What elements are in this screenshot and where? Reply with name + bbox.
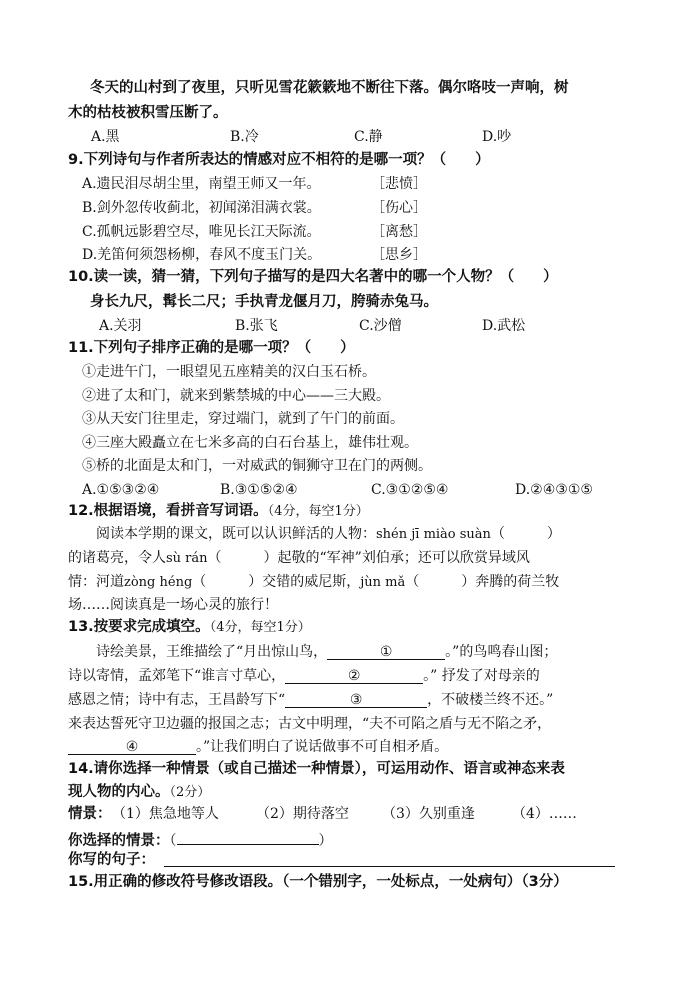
q11-option-b[interactable]: B.③①⑤②④ bbox=[220, 482, 298, 498]
q9-tag-c: ［离愁］ bbox=[371, 224, 427, 240]
q8-option-c[interactable]: C.静 bbox=[354, 129, 383, 145]
q8-passage-line-1: 冬天的山村到了夜里，只听见雪花簌簌地不断往下落。偶尔咯吱一声响，树 bbox=[90, 79, 569, 96]
q14-score: （2分） bbox=[169, 785, 211, 800]
q14-title-line-2-row bbox=[68, 783, 210, 802]
q12-heading bbox=[68, 502, 369, 521]
q11-title: 11.下列句子排序正确的是哪一项？（ ） bbox=[68, 340, 355, 356]
q14-scene-2[interactable]: （2）期待落空 bbox=[256, 806, 349, 822]
q12-answer-box-1[interactable]: （ ） bbox=[490, 526, 561, 542]
q13-blank-2[interactable]: ② bbox=[285, 667, 423, 684]
q10-title: 10.读一读，猜一猜，下列句子描写的是四大名著中的哪一个人物？（ ） bbox=[68, 269, 558, 285]
q12-score: （4分，每空1分） bbox=[267, 504, 369, 519]
q9-tag-a: ［悲愤］ bbox=[371, 176, 427, 192]
q13-text-2b: 。” 抒发了对母亲的 bbox=[423, 668, 540, 684]
q14-scene-3[interactable]: （3）久别重逢 bbox=[382, 806, 475, 822]
q14-title-line-1: 14.请你选择一种情景（或自己描述一种情景），可运用动作、语言或神态来表 bbox=[68, 761, 565, 777]
q13-text-3a: 感恩之情；诗中有志，王昌龄写下“ bbox=[68, 692, 286, 708]
q11-option-d[interactable]: D.②④③①⑤ bbox=[515, 482, 593, 498]
q9-item-c[interactable]: C.孤帆远影碧空尽，唯见长江天际流。 bbox=[82, 224, 321, 240]
q11-item-4: ④三座大殿矗立在七米多高的白石台基上，雄伟壮观。 bbox=[82, 435, 418, 451]
q13-blank-3[interactable]: ③ bbox=[285, 691, 427, 708]
q12-text-2b: 起敬的“军神”刘伯承；还可以欣赏异域风 bbox=[277, 550, 530, 566]
q12-answer-box-2[interactable]: （ ） bbox=[207, 550, 278, 566]
q13-line-5 bbox=[68, 738, 448, 756]
q11-item-5: ⑤桥的北面是太和门，一对威武的铜狮守卫在门的两侧。 bbox=[82, 458, 432, 474]
q12-text-2a: 的诸葛亮，令人 bbox=[68, 550, 166, 566]
q8-option-a[interactable]: A.黑 bbox=[91, 129, 120, 145]
q11-option-a[interactable]: A.①⑤③②④ bbox=[82, 482, 160, 498]
q13-text-5b: 。”让我们明白了说话做事不可自相矛盾。 bbox=[196, 739, 449, 755]
q13-text-2a: 诗以寄情，孟郊笔下“谁言寸草心， bbox=[68, 668, 286, 684]
q12-pinyin-2: sù rán bbox=[166, 551, 208, 566]
q9-item-d[interactable]: D.羌笛何须怨杨柳，春风不度玉门关。 bbox=[82, 247, 322, 263]
q10-option-c[interactable]: C.沙僧 bbox=[359, 318, 402, 334]
q14-scene-1[interactable]: （1）焦急地等人 bbox=[112, 806, 219, 822]
q12-answer-box-3[interactable]: （ ） bbox=[192, 574, 263, 590]
q12-text-3b: 交错的威尼斯， bbox=[262, 574, 361, 590]
q10-option-b[interactable]: B.张飞 bbox=[235, 318, 278, 334]
q13-text-3b: ，不破楼兰终不还。” bbox=[427, 692, 554, 708]
q14-choice-input[interactable]: （ ） bbox=[170, 833, 333, 849]
q10-option-d[interactable]: D.武松 bbox=[482, 318, 526, 334]
q9-tag-d: ［思乡］ bbox=[371, 247, 427, 263]
q12-line-2 bbox=[68, 549, 530, 568]
q14-sentence-line[interactable] bbox=[164, 866, 615, 867]
q14-sentence-label: 你写的句子： bbox=[68, 852, 155, 868]
q13-line-3 bbox=[68, 691, 553, 709]
q12-pinyin-3: zòng héng bbox=[124, 575, 193, 590]
q12-text-3c: 奔腾的荷兰牧 bbox=[475, 574, 560, 590]
q8-passage-line-2: 木的枯枝被积雪压断了。 bbox=[68, 104, 228, 121]
q13-text-1a: 诗绘美景，王维描绘了“月出惊山鸟， bbox=[96, 644, 328, 660]
q15-title: 15.用正确的修改符号修改语段。（一个错别字，一处标点，一处病句）（3分） bbox=[68, 874, 568, 890]
q9-tag-b: ［伤心］ bbox=[371, 200, 427, 216]
q12-title: 12.根据语境，看拼音写词语。 bbox=[68, 503, 268, 519]
q12-answer-box-4[interactable]: （ ） bbox=[405, 574, 476, 590]
q13-text-1b: 。”的鸟鸣春山图； bbox=[445, 644, 558, 660]
q8-option-d[interactable]: D.吵 bbox=[482, 129, 512, 145]
q12-text-1: 阅读本学期的课文，既可以认识鲜活的人物： bbox=[96, 526, 376, 542]
q13-line-4: 来表达誓死守卫边疆的报国之志；古文中明理，“夫不可陷之盾与无不陷之矛， bbox=[68, 716, 552, 732]
q10-option-a[interactable]: A.关羽 bbox=[99, 318, 142, 334]
q8-option-b[interactable]: B.冷 bbox=[230, 129, 259, 145]
q13-title: 13.按要求完成填空。 bbox=[68, 619, 210, 635]
q14-sentence-row bbox=[68, 851, 155, 869]
q12-text-3a: 情：河道 bbox=[68, 574, 124, 590]
q13-line-1 bbox=[96, 643, 557, 661]
q11-item-2: ②进了太和门，就来到紫禁城的中心——三大殿。 bbox=[82, 388, 390, 404]
q11-item-1: ①走进午门，一眼望见五座精美的汉白玉石桥。 bbox=[82, 364, 376, 380]
q12-line-4: 场……阅读真是一场心灵的旅行！ bbox=[68, 597, 278, 613]
q14-scene-4[interactable]: （4）…… bbox=[512, 806, 577, 822]
q13-line-2 bbox=[68, 667, 540, 685]
q13-heading bbox=[68, 618, 311, 637]
q9-item-a[interactable]: A.遗民泪尽胡尘里，南望王师又一年。 bbox=[82, 176, 321, 192]
q14-title-line-2: 现人物的内心。 bbox=[68, 784, 170, 800]
q13-score: （4分，每空1分） bbox=[209, 620, 311, 635]
q14-scene-label: 情景： bbox=[68, 806, 112, 822]
q13-blank-1[interactable]: ① bbox=[327, 643, 445, 660]
q14-choice-label: 你选择的情景： bbox=[68, 833, 170, 849]
q9-item-b[interactable]: B.剑外忽传收蓟北，初闻涕泪满衣裳。 bbox=[82, 200, 321, 216]
q13-blank-4[interactable]: ④ bbox=[68, 738, 196, 755]
q12-pinyin-1: shén jī miào suàn bbox=[376, 527, 491, 542]
q12-line-3 bbox=[68, 573, 559, 592]
q14-scenes-row bbox=[68, 805, 112, 823]
q10-passage: 身长九尺，髯长二尺；手执青龙偃月刀，胯骑赤兔马。 bbox=[90, 293, 438, 310]
q12-pinyin-4: jùn mǎ bbox=[360, 575, 406, 590]
q14-choice-row bbox=[68, 828, 333, 850]
q11-option-c[interactable]: C.③①②⑤④ bbox=[371, 482, 449, 498]
q11-item-3: ③从天安门往里走，穿过端门，就到了午门的前面。 bbox=[82, 411, 404, 427]
q12-line-1 bbox=[96, 525, 561, 544]
q9-title: 9.下列诗句与作者所表达的情感对应不相符的是哪一项？（ ） bbox=[68, 152, 490, 168]
